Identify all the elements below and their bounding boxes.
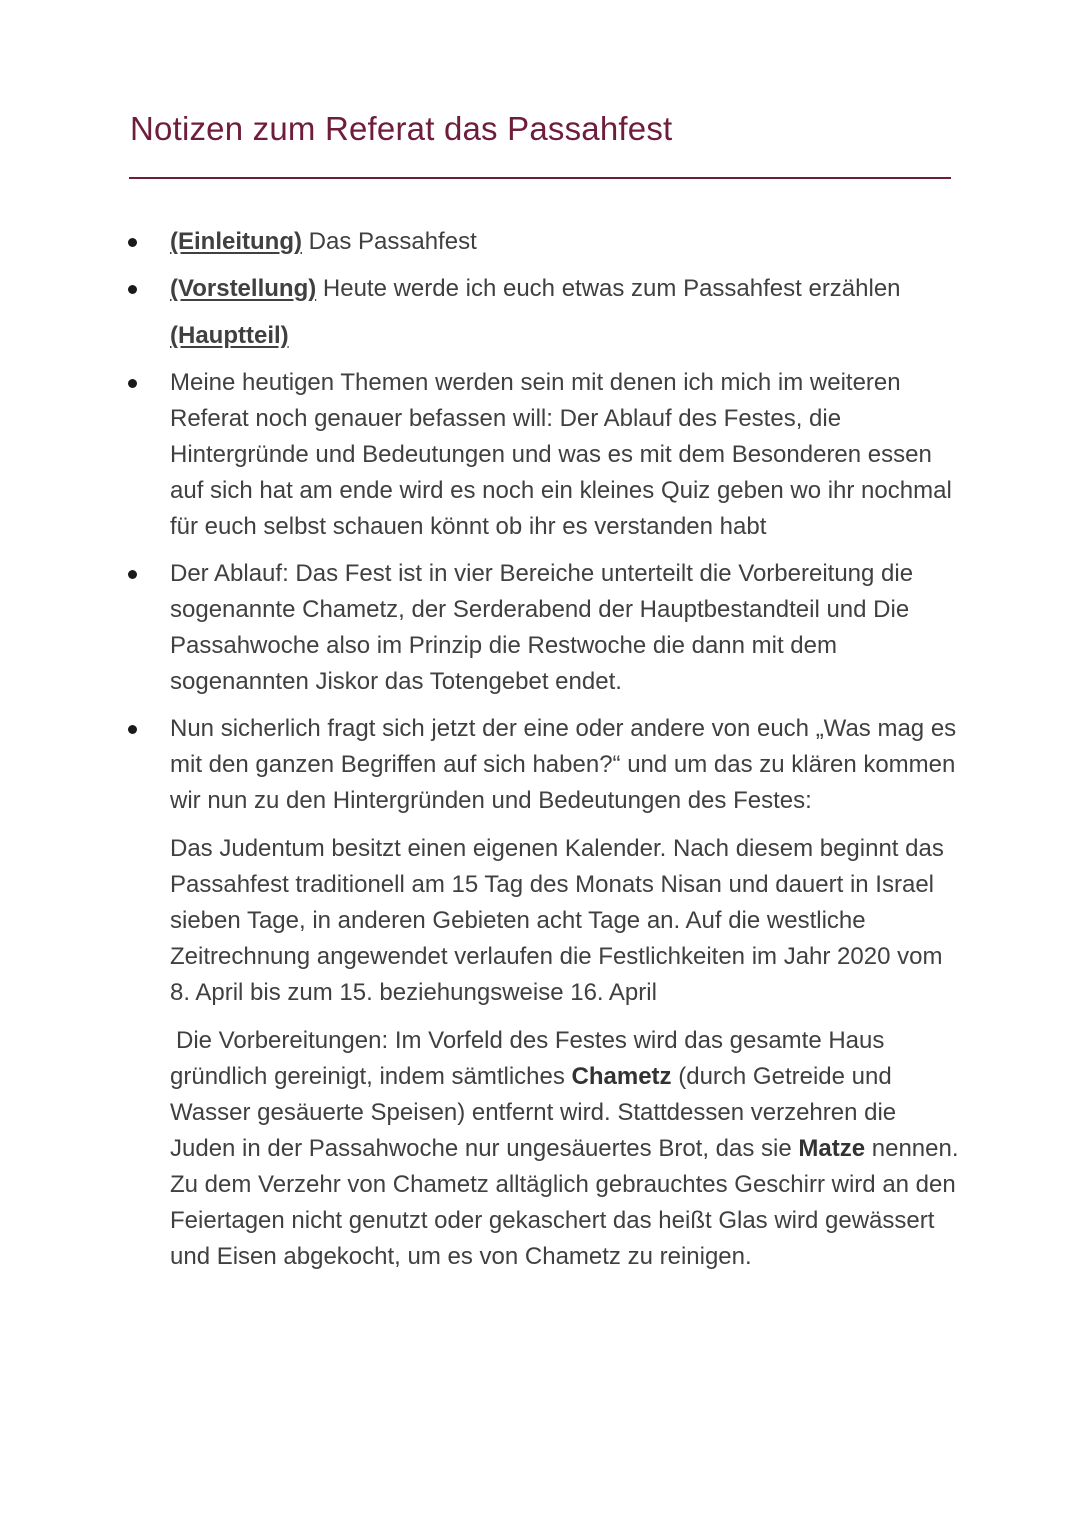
paragraph-text-vorbereitungen-2: (durch Getreide und Wasser gesäuerte Speisen) entfernt wird. Stattdessen verzehren die Juden in der Passahwoche nur ungesäuertes Brot, das sie bbox=[170, 1063, 897, 1162]
list-item-ablauf bbox=[0, 556, 960, 700]
list-item-vorstellung bbox=[0, 271, 960, 307]
term-chametz: Chametz bbox=[571, 1063, 672, 1090]
paragraph-text-vorbereitungen-1: Die Vorbereitungen: Im Vorfeld des Festes wird das gesamte Haus gründlich gereinigt, indem sämtliches bbox=[170, 1027, 885, 1090]
bullet-icon bbox=[128, 285, 137, 294]
paragraph-text-vorbereitungen-3: nennen. Zu dem Verzehr von Chametz alltäglich gebrauchtes Geschirr wird an den Feiertagen nicht genutzt oder gekaschert das heißt Glas wird gewässert und Eisen abgekocht, um es von Chametz zu reinigen. bbox=[170, 1135, 959, 1270]
notes-content bbox=[0, 224, 1080, 1275]
list-item-themen bbox=[0, 365, 960, 545]
bullet-icon bbox=[128, 570, 137, 579]
item-text-frage: Nun sicherlich fragt sich jetzt der eine oder andere von euch „Was mag es mit den ganzen Begriffen auf sich haben?“ und um das zu klären kommen wir nun zu den Hintergründen und Bedeutungen des Festes: bbox=[170, 715, 957, 814]
item-text-themen: Meine heutigen Themen werden sein mit denen ich mich im weiteren Referat noch genauer befassen will: Der Ablauf des Festes, die Hintergründe und Bedeutungen und was es mit dem Besonderen essen auf sich hat am ende wird es noch ein kleines Quiz geben wo ihr nochmal für euch selbst schauen könnt ob ihr es verstanden habt bbox=[170, 369, 952, 540]
section-heading-hauptteil bbox=[0, 318, 960, 354]
item-text-ablauf: Der Ablauf: Das Fest ist in vier Bereiche unterteilt die Vorbereitung die sogenannte Chametz, der Serderabend der Hauptbestandteil und Die Passahwoche also im Prinzip die Restwoche die dann mit dem sogenannten Jiskor das Totengebet endet. bbox=[170, 560, 914, 695]
bullet-icon bbox=[128, 379, 137, 388]
bullet-icon bbox=[128, 238, 137, 247]
item-text-einleitung: Das Passahfest bbox=[301, 228, 477, 255]
title-divider bbox=[129, 177, 951, 179]
list-item-einleitung bbox=[0, 224, 960, 260]
bullet-icon bbox=[128, 725, 137, 734]
paragraph-text-kalender: Das Judentum besitzt einen eigenen Kalender. Nach diesem beginnt das Passahfest traditionell am 15 Tag des Monats Nisan und dauert in Israel sieben Tage, in anderen Gebieten acht Tage an. Auf die westliche Zeitrechnung angewendet verlaufen die Festlichkeiten im Jahr 2020 vom 8. April bis zum 15. beziehungsweise 16. April bbox=[170, 835, 944, 1006]
item-text-vorstellung: Heute werde ich euch etwas zum Passahfest erzählen bbox=[316, 275, 901, 302]
term-matze: Matze bbox=[798, 1135, 866, 1162]
paragraph-kalender bbox=[0, 831, 960, 1011]
list-item-frage bbox=[0, 711, 960, 819]
paragraph-vorbereitungen bbox=[0, 1023, 960, 1275]
item-label-vorstellung: (Vorstellung) bbox=[170, 275, 317, 302]
item-label-einleitung: (Einleitung) bbox=[170, 228, 302, 255]
document-title: Notizen zum Referat das Passahfest bbox=[130, 110, 673, 147]
item-label-hauptteil: (Hauptteil) bbox=[170, 322, 289, 349]
